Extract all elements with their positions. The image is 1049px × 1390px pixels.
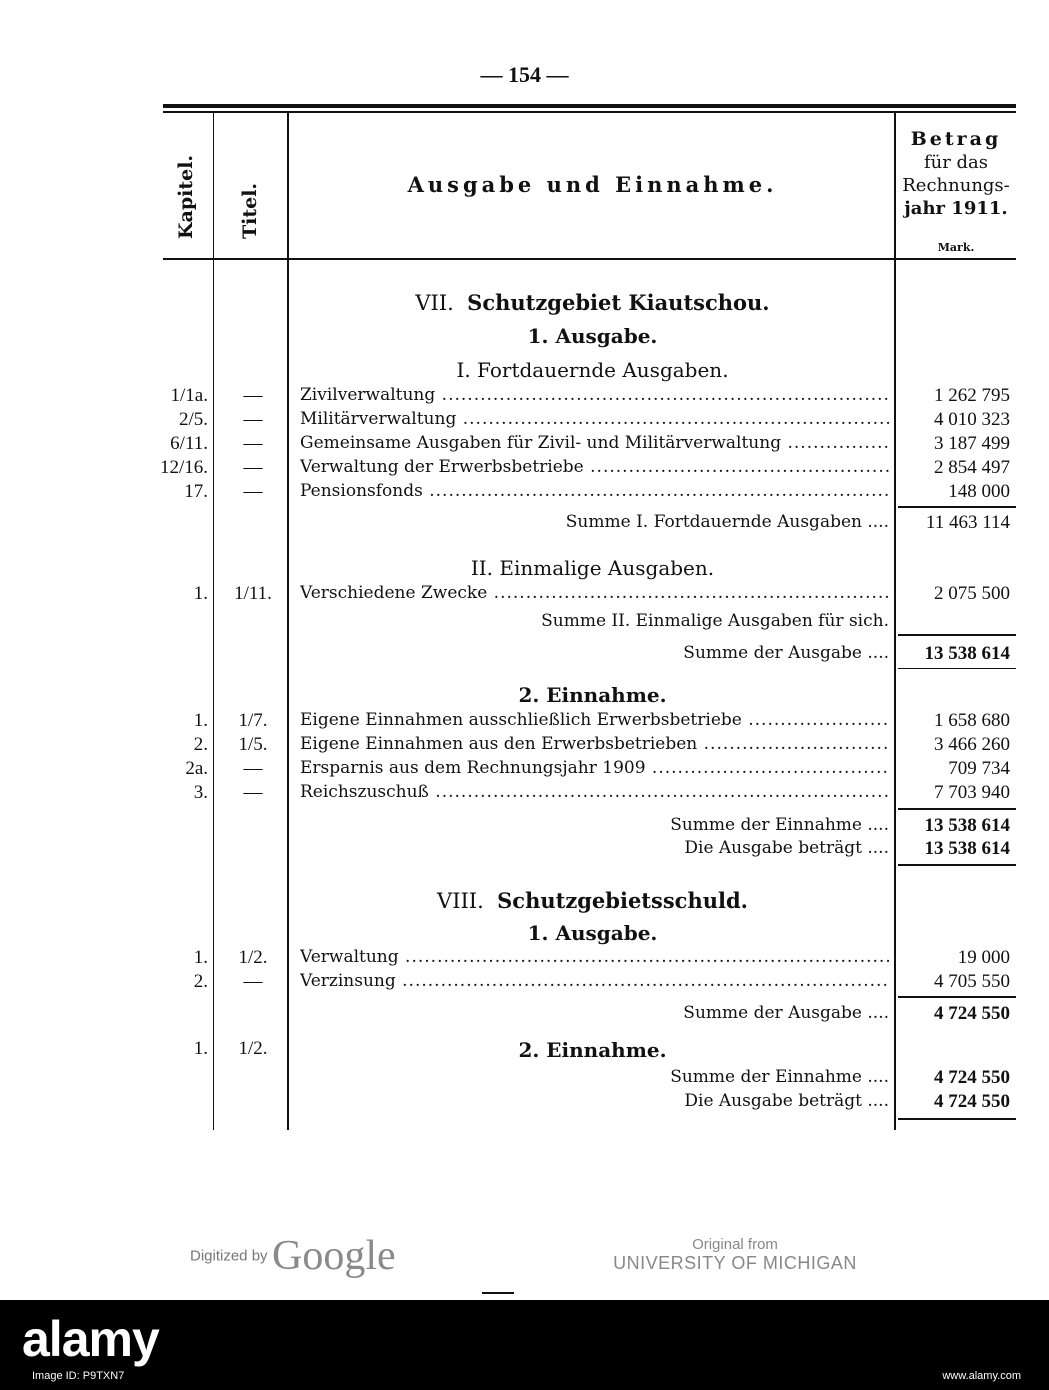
titel-cell: 1/11. xyxy=(234,583,272,604)
col-header-main: Ausgabe und Einnahme. xyxy=(407,172,778,197)
summe-ausgabe-amount: 13 538 614 xyxy=(924,643,1010,664)
kapitel-cell: 2/5. xyxy=(178,409,208,430)
col-header-titel: Titel. xyxy=(239,182,261,240)
section-viii-name: Schutzgebietsschuld. xyxy=(497,888,748,913)
amount-cell: 709 734 xyxy=(948,758,1010,779)
amount-cell: 2 075 500 xyxy=(934,583,1010,604)
alamy-url[interactable]: www.alamy.com xyxy=(942,1370,1021,1382)
amount-cell: 3 466 260 xyxy=(934,734,1010,755)
titel-cell: 1/5. xyxy=(238,734,268,755)
original-from xyxy=(580,1236,890,1274)
ausgabe-betraegt-amount: 13 538 614 xyxy=(924,838,1010,859)
sum-rule xyxy=(898,668,1016,669)
summe-ii-row xyxy=(0,611,1049,635)
titel-cell: — xyxy=(243,971,263,992)
amount-cell: 148 000 xyxy=(948,481,1010,502)
kapitel-cell: 2a. xyxy=(185,758,208,779)
summe-i-amount: 11 463 114 xyxy=(925,512,1010,533)
betrag-line-1: Betrag xyxy=(910,128,1002,150)
betrag-line-3: Rechnungs- xyxy=(902,175,1010,196)
digitized-by-google xyxy=(190,1232,396,1280)
einmalige-heading: II. Einmalige Ausgaben. xyxy=(470,556,715,580)
item-label: Gemeinsame Ausgaben für Zivil- und Militärverwaltung ..... xyxy=(300,433,890,453)
betrag-unit: Mark. xyxy=(937,241,975,254)
titel-cell: 1/7. xyxy=(238,710,268,731)
section-viii-ausgabe-heading: 1. Ausgabe. xyxy=(527,921,658,945)
alamy-logo: alamy xyxy=(22,1311,159,1367)
betrag-line-2: für das xyxy=(923,152,989,173)
item-label: Eigene Einnahmen aus den Erwerbsbetrieben ..... xyxy=(300,734,890,754)
kapitel-cell: 1. xyxy=(193,710,208,731)
item-label: Reichszuschuß ..... xyxy=(300,782,890,802)
sum-rule xyxy=(898,996,1016,998)
titel-cell: — xyxy=(243,457,263,478)
ausgabe-betraegt-label: Die Ausgabe beträgt .... xyxy=(684,1091,889,1111)
ausgabe-betraegt-row xyxy=(0,838,1049,862)
summe-ausgabe-row xyxy=(0,643,1049,667)
kapitel-cell: 2. xyxy=(193,734,208,755)
table-row xyxy=(0,385,1049,409)
kapitel-cell: 1. xyxy=(193,947,208,968)
section-vii-name: Schutzgebiet Kiautschou. xyxy=(467,290,770,315)
item-label: Militärverwaltung ..... xyxy=(300,409,890,429)
titel-cell: — xyxy=(243,481,263,502)
table-row xyxy=(0,481,1049,505)
sum-rule xyxy=(898,808,1016,810)
titel-cell: — xyxy=(243,433,263,454)
section-end-rule xyxy=(898,864,1016,866)
table-row xyxy=(0,583,1049,607)
original-from-text: Original from xyxy=(692,1236,778,1253)
table-row xyxy=(0,734,1049,758)
item-label: Verzinsung ..... xyxy=(300,971,890,991)
titel-cell: — xyxy=(243,409,263,430)
table-row xyxy=(0,947,1049,971)
kapitel-cell: 1/1a. xyxy=(170,385,208,406)
fortdauernde-heading: I. Fortdauernde Ausgaben. xyxy=(456,358,729,382)
titel-cell: 1/2. xyxy=(238,1038,268,1059)
titel-cell: — xyxy=(243,758,263,779)
table-row xyxy=(0,409,1049,433)
table-row xyxy=(0,971,1049,995)
ausgabe-betraegt-label: Die Ausgabe beträgt .... xyxy=(684,838,889,858)
amount-cell: 3 187 499 xyxy=(934,433,1010,454)
titel-cell: 1/2. xyxy=(238,947,268,968)
kapitel-cell: 17. xyxy=(184,481,208,502)
summe-einnahme-amount: 4 724 550 xyxy=(934,1067,1010,1088)
kapitel-cell: 2. xyxy=(193,971,208,992)
titel-cell: — xyxy=(243,782,263,803)
amount-cell: 2 854 497 xyxy=(934,457,1010,478)
item-label: Eigene Einnahmen ausschließlich Erwerbsbetriebe ..... xyxy=(300,710,890,730)
alamy-footer xyxy=(0,1300,1049,1390)
section-viii-einnahme-heading: 2. Einnahme. xyxy=(518,1038,667,1062)
amount-cell: 1 658 680 xyxy=(934,710,1010,731)
einnahme-row xyxy=(0,1038,1049,1062)
section-vii-title xyxy=(290,290,895,315)
image-id: Image ID: P9TXN7 xyxy=(32,1370,125,1382)
summe-einnahme-row xyxy=(0,815,1049,839)
section-viii-title xyxy=(290,888,895,913)
summe-ausgabe-label: Summe der Ausgabe .... xyxy=(683,643,889,663)
amount-cell: 7 703 940 xyxy=(934,782,1010,803)
bottom-mark xyxy=(482,1292,514,1294)
section-vii-ausgabe-heading: 1. Ausgabe. xyxy=(527,324,658,348)
google-logo: Google xyxy=(272,1233,396,1279)
amount-cell: 1 262 795 xyxy=(934,385,1010,406)
kapitel-cell: 12/16. xyxy=(159,457,208,478)
table-row xyxy=(0,710,1049,734)
table-row xyxy=(0,782,1049,806)
section-vii-einnahme-heading: 2. Einnahme. xyxy=(518,683,667,707)
item-label: Verwaltung der Erwerbsbetriebe ..... xyxy=(300,457,890,477)
kapitel-cell: 1. xyxy=(193,583,208,604)
amount-cell: 19 000 xyxy=(957,947,1010,968)
table-row xyxy=(0,433,1049,457)
summe-einnahme-amount: 13 538 614 xyxy=(924,815,1010,836)
item-label: Ersparnis aus dem Rechnungsjahr 1909 ..... xyxy=(300,758,890,778)
item-label: Verschiedene Zwecke ..... xyxy=(300,583,890,603)
summe-i-row xyxy=(0,512,1049,536)
section-vii-number: VII. xyxy=(415,291,454,315)
header-bottom-rule xyxy=(163,258,1016,260)
university-text: UNIVERSITY OF MICHIGAN xyxy=(613,1253,857,1273)
sum-rule xyxy=(898,634,1016,636)
sum-rule xyxy=(898,506,1016,508)
item-label: Zivilverwaltung ..... xyxy=(300,385,890,405)
col-header-kapitel: Kapitel. xyxy=(175,154,197,239)
ausgabe-betraegt-row xyxy=(0,1091,1049,1115)
table-row xyxy=(0,758,1049,782)
kapitel-cell: 1. xyxy=(193,1038,208,1059)
top-double-rule-2 xyxy=(163,111,1016,113)
kapitel-cell: 3. xyxy=(193,782,208,803)
top-double-rule-1 xyxy=(163,104,1016,108)
summe-ii-label: Summe II. Einmalige Ausgaben für sich. xyxy=(541,611,889,631)
digitized-by-text: Digitized by xyxy=(190,1247,268,1265)
summe-i-label: Summe I. Fortdauernde Ausgaben .... xyxy=(565,512,889,532)
table-row xyxy=(0,457,1049,481)
amount-cell: 4 705 550 xyxy=(934,971,1010,992)
betrag-line-4: jahr 1911. xyxy=(904,198,1008,219)
summe-ausgabe-amount: 4 724 550 xyxy=(934,1003,1010,1024)
section-end-rule xyxy=(898,1118,1016,1120)
item-label: Pensionsfonds ..... xyxy=(300,481,890,501)
titel-cell: — xyxy=(243,385,263,406)
page-number: — 154 — xyxy=(480,62,569,87)
summe-einnahme-row xyxy=(0,1067,1049,1091)
col-header-betrag xyxy=(896,128,1016,220)
ausgabe-betraegt-amount: 4 724 550 xyxy=(934,1091,1010,1112)
summe-einnahme-label: Summe der Einnahme .... xyxy=(670,815,889,835)
summe-ausgabe-row xyxy=(0,1003,1049,1027)
section-viii-number: VIII. xyxy=(437,889,484,913)
kapitel-cell: 6/11. xyxy=(170,433,208,454)
amount-cell: 4 010 323 xyxy=(934,409,1010,430)
summe-ausgabe-label: Summe der Ausgabe .... xyxy=(683,1003,889,1023)
item-label: Verwaltung ..... xyxy=(300,947,890,967)
summe-einnahme-label: Summe der Einnahme .... xyxy=(670,1067,889,1087)
